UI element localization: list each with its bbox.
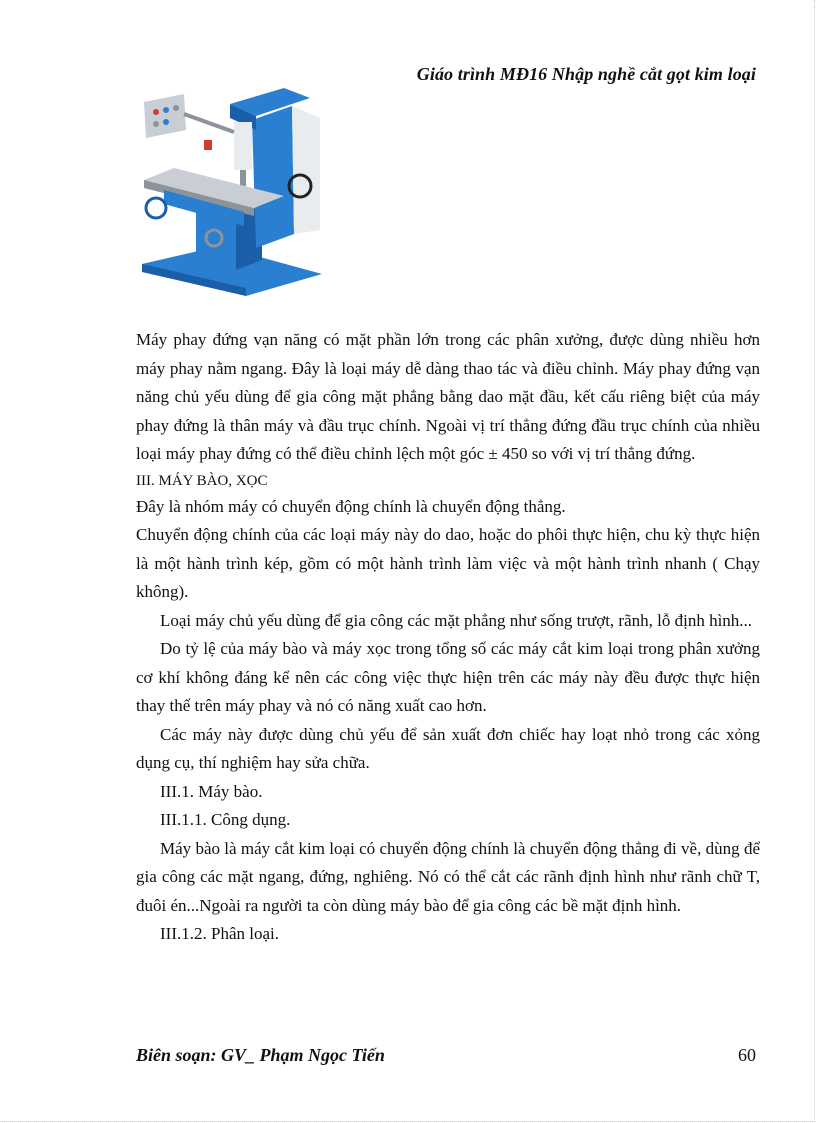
subsection-heading-purpose: III.1.1. Công dụng. <box>160 810 291 829</box>
milling-machine-illustration <box>134 84 324 296</box>
section-heading-planer-shaper: III. MÁY BÀO, XỌC <box>136 472 268 489</box>
red-indicator <box>204 140 212 150</box>
spindle-head <box>234 122 252 170</box>
paragraph-machine-group: Đây là nhóm máy có chuyển động chính là chuyển động thẳng. <box>136 496 566 516</box>
panel-arm <box>184 114 234 132</box>
control-button-1 <box>153 109 159 115</box>
body-text <box>136 326 760 949</box>
control-button-4 <box>153 121 159 127</box>
running-header: Giáo trình MĐ16 Nhập nghề cắt gọt kim loại <box>416 64 756 84</box>
control-panel <box>144 94 186 138</box>
subsection-heading-planer: III.1. Máy bào. <box>160 781 263 801</box>
footer-author: Biên soạn: GV_ Phạm Ngọc Tiến <box>136 1045 385 1065</box>
subsection-heading-classification: III.1.2. Phân loại. <box>160 924 279 943</box>
paragraph-machine-use: Loại máy chủ yếu dùng để gia công các mặt phẳng như sống trượt, rãnh, lỗ định hình... <box>160 610 753 630</box>
paragraph-production-use: Các máy này được dùng chủ yếu để sản xuất đơn chiếc hay loạt nhỏ trong các xỏng dụng cụ, thí nghiệm hay sửa chữa. <box>136 724 760 772</box>
paragraph-planer-definition: Máy bào là máy cắt kim loại có chuyển động chính là chuyển động thẳng đi về, dùng để gia công các mặt ngang, đứng, nghiêng. Nó có thể cắt các rãnh định hình như rãnh chữ T, đuôi én...Ngoài ra người ta còn dùng máy bào để gia công các bề mặt định hình. <box>136 838 760 915</box>
handwheel-left <box>146 198 166 218</box>
control-button-3 <box>173 105 179 111</box>
page-number: 60 <box>738 1045 756 1065</box>
paragraph-vertical-milling: Máy phay đứng vạn năng có mặt phần lớn trong các phân xưởng, được dùng nhiều hơn máy phay nằm ngang. Đây là loại máy dễ dàng thao tác và điều chỉnh. Máy phay đứng vạn năng chủ yếu dùng để gia công mặt phẳng bằng dao mặt đầu, kết cấu riêng biệt của máy phay đứng là thân máy và đầu trục chính. Ngoài vị trí thẳng đứng đầu trục chính của nhiều loại máy phay đứng có thể điều chỉnh lệch một góc ± 450 so với vị trí thẳng đứng. <box>136 330 760 463</box>
paragraph-main-motion: Chuyển động chính của các loại máy này do dao, hoặc do phôi thực hiện, chu kỳ thực hiện là một hành trình kép, gồm có một hành trình làm việc và một hành trình nhanh ( Chạy không). <box>136 525 760 601</box>
spindle <box>240 170 246 186</box>
control-button-5 <box>163 119 169 125</box>
milling-machine-figure <box>134 84 324 296</box>
control-button-2 <box>163 107 169 113</box>
machine-column-side <box>292 106 320 234</box>
paragraph-machine-ratio: Do tỷ lệ của máy bào và máy xọc trong tổng số các máy cắt kim loại trong phân xưởng cơ khí không đáng kể nên các công việc thực hiện trên các máy này đều được thực hiện thay thế trên máy phay và nó có năng xuất cao hơn. <box>136 639 760 715</box>
machine-column <box>252 106 294 248</box>
